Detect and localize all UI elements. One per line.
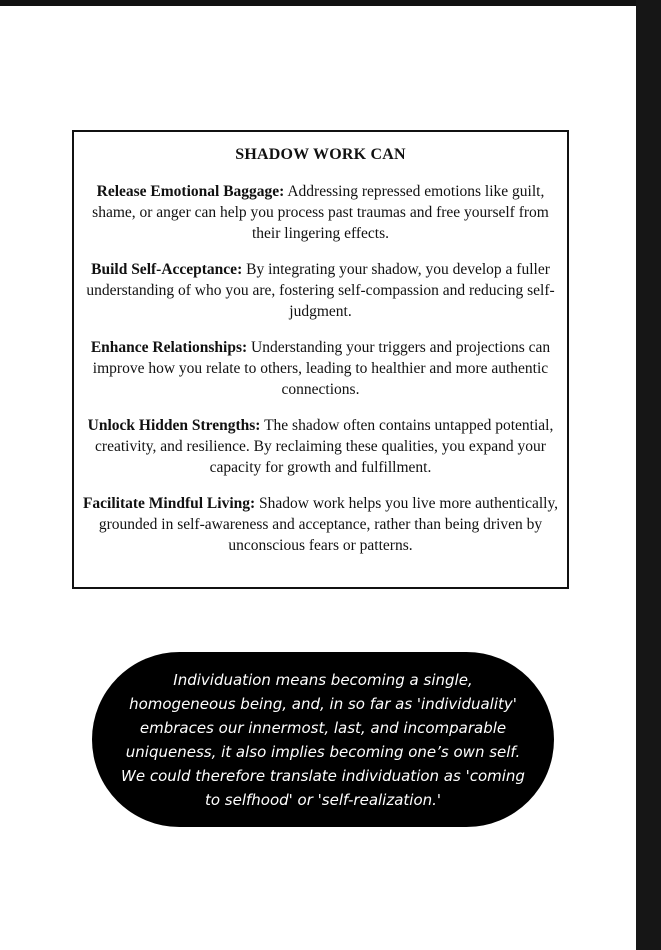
quote-text: Individuation means becoming a single, homogeneous being, and, in so far as 'individuality' embraces our innermost, last, and incomparable uniqueness, it also implies becoming one’s own self. We could therefore translate individuation as 'coming to selfhood' or 'self-realization.' bbox=[121, 670, 525, 809]
benefit-term: Unlock Hidden Strengths: bbox=[87, 417, 261, 434]
shadow-work-box bbox=[72, 130, 569, 589]
right-border bbox=[636, 0, 661, 950]
document-page bbox=[0, 6, 636, 950]
benefit-term: Enhance Relationships: bbox=[90, 339, 248, 356]
benefit-term: Release Emotional Baggage: bbox=[96, 183, 285, 200]
benefit-term: Facilitate Mindful Living: bbox=[82, 495, 256, 512]
box-heading: SHADOW WORK CAN bbox=[235, 146, 406, 163]
benefit-term: Build Self-Acceptance: bbox=[91, 261, 243, 278]
benefit-text: Shadow work helps you live more authentically, grounded in self-awareness and acceptance, rather than being driven by unconscious fears or patterns. bbox=[98, 495, 559, 554]
benefit-build-self-acceptance bbox=[82, 259, 559, 322]
benefit-text: Understanding your triggers and projections can improve how you relate to others, leading to healthier and more authentic connections. bbox=[92, 339, 551, 398]
benefit-enhance-relationships bbox=[82, 337, 559, 400]
benefit-text: The shadow often contains untapped potential, creativity, and resilience. By reclaiming these qualities, you expand your capacity for growth and fulfillment. bbox=[95, 417, 554, 476]
benefit-unlock-hidden-strengths bbox=[82, 415, 559, 478]
benefit-text: Addressing repressed emotions like guilt, shame, or anger can help you process past traumas and free yourself from their lingering effects. bbox=[92, 183, 549, 242]
benefit-text: By integrating your shadow, you develop a fuller understanding of who you are, fostering self-compassion and reducing self-judgment. bbox=[86, 261, 555, 320]
individuation-quote bbox=[92, 652, 554, 827]
benefit-facilitate-mindful-living bbox=[82, 493, 559, 556]
benefit-release-emotional-baggage bbox=[82, 181, 559, 244]
